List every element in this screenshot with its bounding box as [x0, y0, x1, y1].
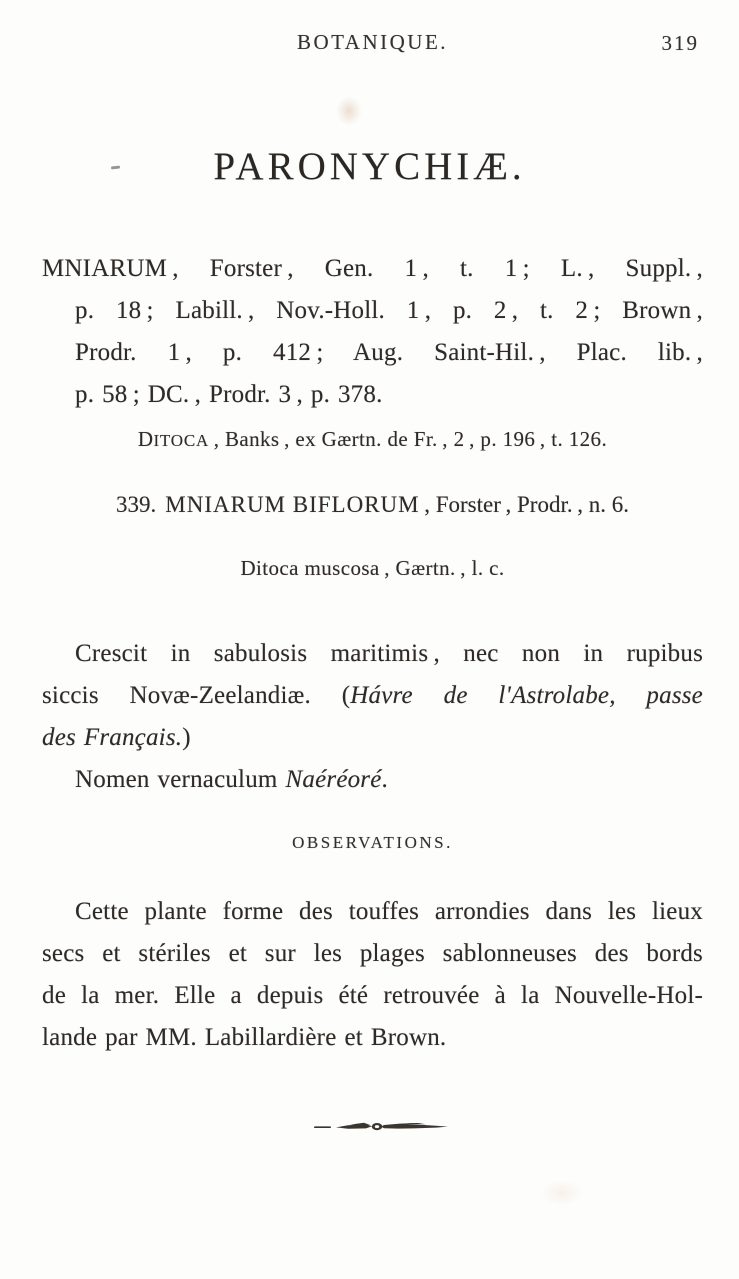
vernacular-name: Naéréoré: [285, 766, 382, 793]
synonymy-line: p. 58 ; DC. , Prodr. 3 , p. 378.: [75, 381, 383, 408]
running-title: BOTANIQUE.: [296, 30, 449, 54]
synonymy-paragraph: [42, 248, 703, 416]
vernacular-period: .: [381, 766, 388, 793]
observations-line: lande par MM. Labillardière et Brown.: [42, 1024, 447, 1051]
section-title: PARONYCHIÆ.: [213, 145, 526, 188]
observations-line: Cette plante forme des touffes arrondies dans les lieux: [75, 898, 703, 925]
habitat-italic-text: Hávre de l'Astrolabe, passe: [350, 682, 703, 709]
habitat-line: [42, 675, 703, 717]
synonymy-line: MNIARUM , Forster , Gen. 1 , t. 1 ; L. , Suppl. ,: [42, 255, 703, 282]
species-number: 339.: [116, 492, 157, 517]
ditoca-initial: D: [137, 427, 154, 451]
habitat-roman-text: ): [182, 724, 191, 751]
ditoca-citation: , Banks , ex Gærtn. de Fr. , 2 , p. 196 , t. 126.: [209, 427, 608, 451]
ditoca-reference-line: [42, 427, 703, 452]
synonymy-line: p. 18 ; Labill. , Nov.-Holl. 1 , p. 2 , t. 2 ; Brown ,: [75, 297, 703, 324]
observations-heading: OBSERVATIONS.: [292, 833, 453, 852]
species-citation: , Forster , Prodr. , n. 6.: [419, 492, 629, 517]
ditoca-small-caps: ITOCA: [153, 431, 210, 450]
observations-line: secs et stériles et sur les plages sablonneuses des bords: [42, 940, 703, 967]
vernacular-name-line: [42, 759, 736, 801]
synonymy-line: Prodr. 1 , p. 412 ; Aug. Saint-Hil. , Plac. lib. ,: [75, 339, 703, 366]
observations-paragraph: [42, 891, 703, 1059]
page-header: [42, 30, 703, 58]
vernacular-lead: Nomen vernaculum: [75, 766, 286, 793]
species-name: MNIARUM BIFLORUM: [165, 492, 420, 517]
habitat-line: [42, 717, 703, 759]
divider-ornament: [314, 1118, 454, 1136]
observations-line: de la mer. Elle a depuis été retrouvée à la Nouvelle-Hol-: [42, 982, 703, 1009]
ditoca-muscosa-reference: Ditoca muscosa , Gærtn. , l. c.: [240, 556, 505, 580]
page-number: 319: [661, 31, 699, 55]
habitat-roman-text: siccis Novæ-Zeelandiæ. (: [42, 682, 351, 709]
habitat-line: Crescit in sabulosis maritimis , nec non in rupibus: [75, 640, 703, 667]
ink-smudge-top: [336, 96, 362, 126]
habitat-italic-text: des Français.: [42, 724, 183, 751]
habitat-paragraph: [42, 633, 703, 759]
ink-smudge-bottom: [540, 1180, 584, 1206]
species-heading: [42, 492, 703, 518]
